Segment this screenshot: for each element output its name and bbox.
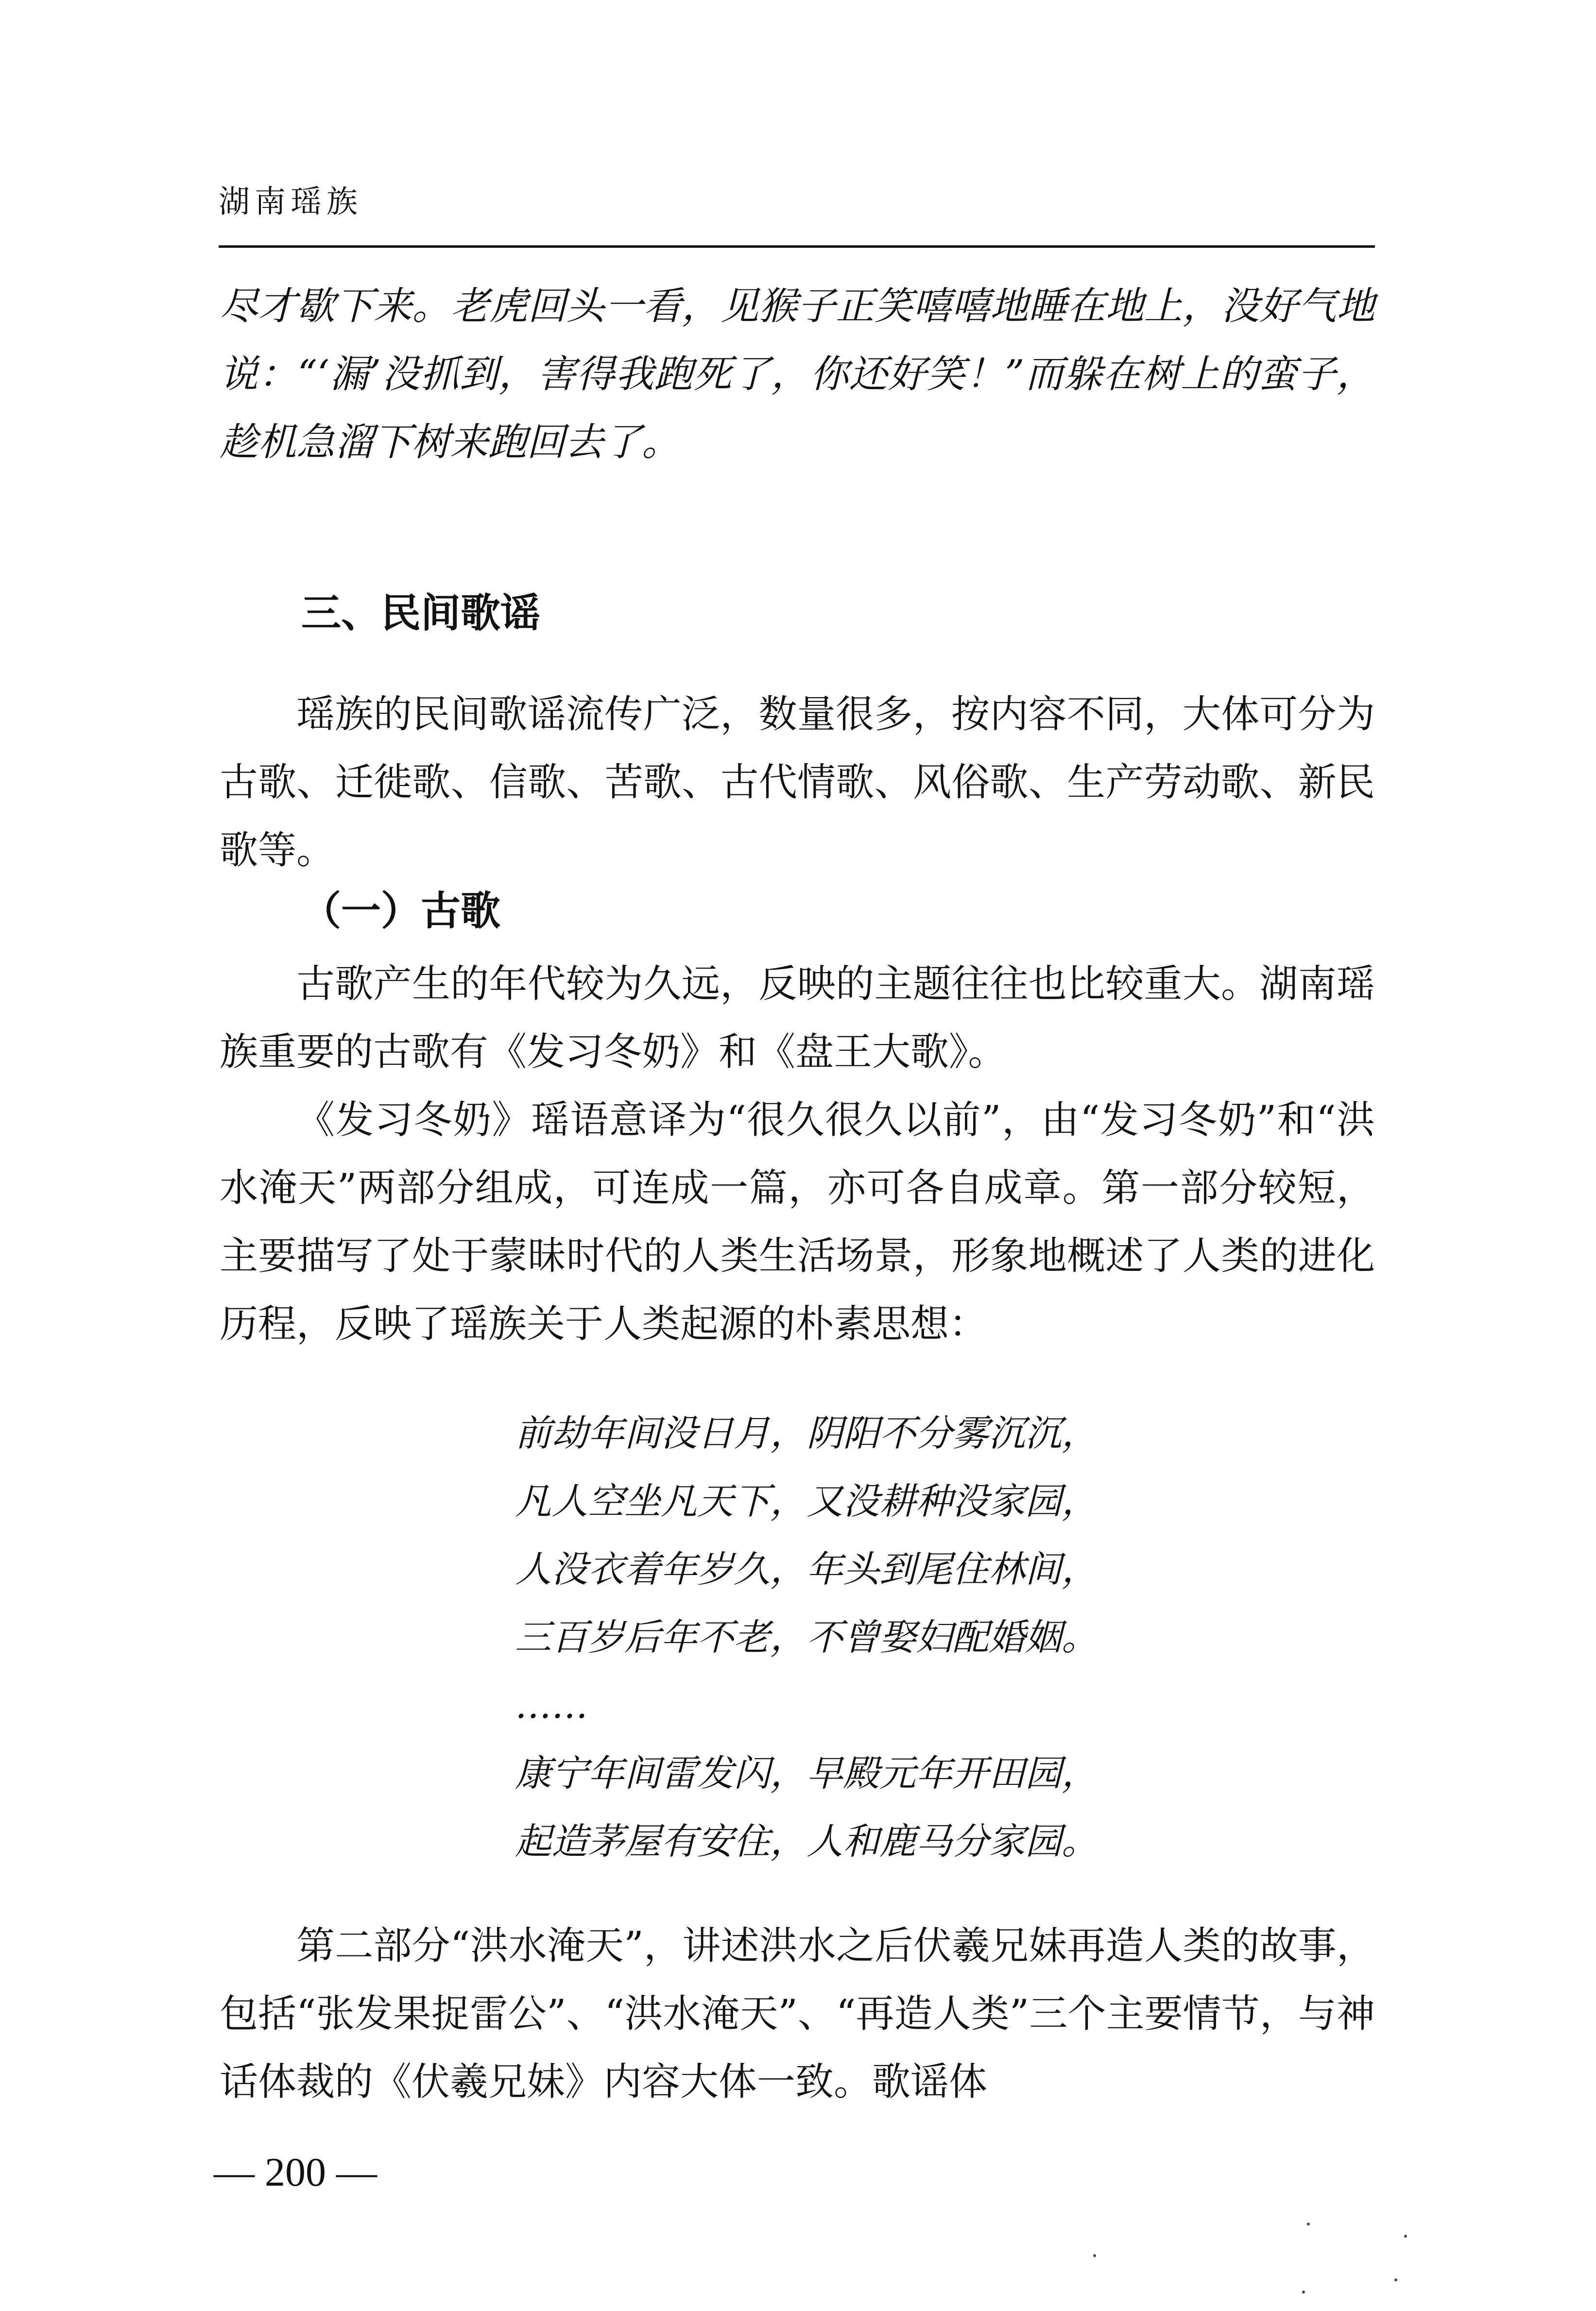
scan-speck — [1394, 2278, 1397, 2281]
poem-line: 康宁年间雷发闪，早殿元年开田园， — [515, 1752, 1098, 1795]
poem-line: 凡人空坐凡天下，又没耕种没家园， — [515, 1480, 1098, 1523]
section-heading: 三、民间歌谣 — [301, 590, 541, 636]
poem-line: 前劫年间没日月，阴阳不分雾沉沉， — [515, 1412, 1098, 1455]
poem-ellipsis: …… — [515, 1684, 588, 1727]
closing-paragraph: 第二部分“洪水淹天”，讲述洪水之后伏羲兄妹再造人类的故事，包括“张发果捉雷公”、“洪水淹天”、“再造人类”三个主要情节，与神话体裁的《伏羲兄妹》内容大体一致。歌谣体 — [220, 1923, 1375, 2104]
poem-block — [515, 1399, 1195, 1875]
page-number: — 200 — — [214, 2150, 377, 2195]
scan-speck — [1404, 2235, 1407, 2238]
scan-speck — [1093, 2254, 1096, 2257]
scan-speck — [1302, 2291, 1305, 2294]
subsection-heading: （一）古歌 — [301, 888, 501, 934]
header-rule — [219, 245, 1375, 248]
subsection-paragraph-1: 古歌产生的年代较为久远，反映的主题往往也比较重大。湖南瑶族重要的古歌有《发习冬奶》和《盘王大歌》。 — [220, 961, 1375, 1074]
poem-line: 人没衣着年岁久，年头到尾住林间， — [515, 1548, 1098, 1591]
poem-line: 起造茅屋有安住，人和鹿马分家园。 — [515, 1820, 1098, 1863]
poem-line: 三百岁后年不老，不曾娶妇配婚姻。 — [515, 1616, 1098, 1659]
scan-speck — [1307, 2223, 1310, 2225]
running-header-title: 湖南瑶族 — [219, 184, 362, 220]
subsection-paragraph-2: 《发习冬奶》瑶语意译为“很久很久以前”，由“发习冬奶”和“洪水淹天”两部分组成，可连成一篇，亦可各自成章。第一部分较短，主要描写了处于蒙昧时代的人类生活场景，形象地概述了人类的进化历程，反映了瑶族关于人类起源的朴素思想： — [220, 1097, 1375, 1346]
continuation-paragraph: 尽才歇下来。老虎回头一看，见猴子正笑嘻嘻地睡在地上，没好气地说：“‘漏’没抓到，害得我跑死了，你还好笑！”而躲在树上的蛮子，趁机急溜下树来跑回去了。 — [220, 284, 1375, 464]
section-intro-paragraph: 瑶族的民间歌谣流传广泛，数量很多，按内容不同，大体可分为古歌、迁徙歌、信歌、苦歌、古代情歌、风俗歌、生产劳动歌、新民歌等。 — [220, 692, 1375, 873]
